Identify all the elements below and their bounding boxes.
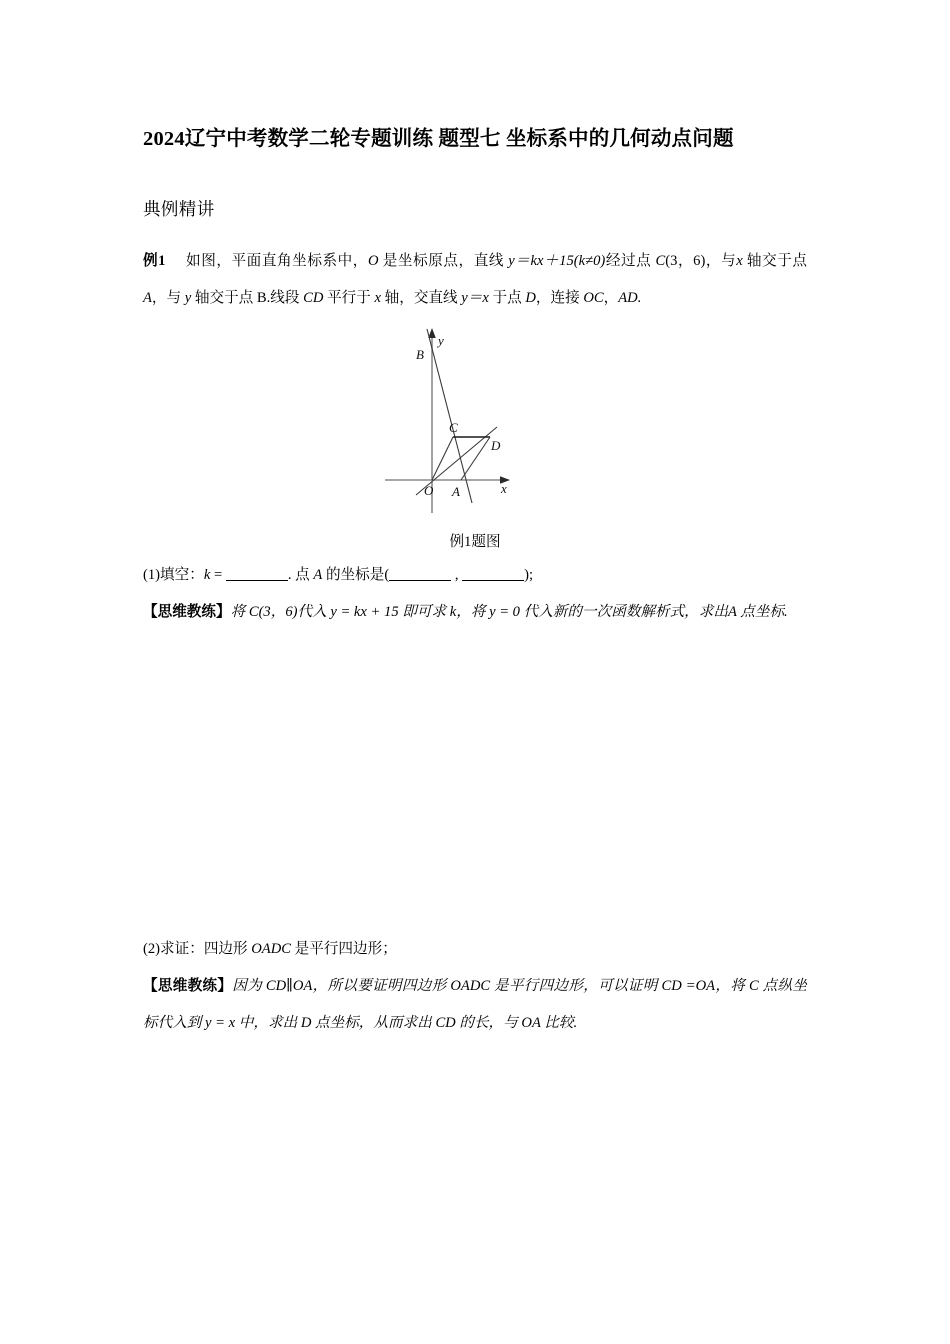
answer-blank-k[interactable] [226, 580, 288, 581]
coach-2-text-i: 的长，与 [455, 1014, 522, 1031]
coach-2-oa: OA [695, 977, 716, 994]
coach-2-text-a: 因为 [232, 977, 266, 994]
question-2-block [143, 931, 807, 1042]
coordinate-geometry-diagram [375, 323, 575, 523]
label-D: D [491, 437, 501, 453]
question-2-number: (2) [143, 940, 161, 957]
question-1-text-b: . 点 [287, 566, 314, 583]
statement-text-4: (3，6)，与 [665, 252, 737, 269]
statement-text-8: 平行于 [323, 289, 375, 306]
statement-text-7: 轴交于点 B.线段 [191, 289, 304, 306]
question-1-k: k [203, 566, 211, 583]
answer-blank-x[interactable] [389, 580, 451, 581]
coach-2-oa2: OA [521, 1014, 541, 1031]
statement-text-9: 轴，交直线 [381, 289, 462, 306]
statement-equation-2: y＝x [461, 289, 489, 306]
label-C: C [449, 419, 458, 435]
question-2-coach [143, 968, 807, 1042]
statement-symbol-CD: CD [303, 289, 324, 306]
coach-2-text-b: ，所以要证明四边形 [312, 977, 451, 994]
label-x-axis: x [501, 480, 507, 496]
statement-equation-1: y＝kx＋15(k≠0) [508, 252, 606, 269]
label-O: O [424, 482, 434, 498]
statement-text-10: 于点 [488, 289, 526, 306]
question-1-text-a: 填空： [160, 566, 204, 583]
question-2-text-b: 是平行四边形； [290, 940, 397, 957]
question-1-coach [143, 594, 807, 631]
question-2-text-a: 求证：四边形 [160, 940, 252, 957]
coach-2-cd-oa: CD∥OA [265, 977, 313, 994]
statement-text-11: ，连接 [535, 289, 584, 306]
coach-1-eq2: y = 0 [489, 603, 520, 620]
coach-1-text-f: 点坐标. [736, 603, 788, 620]
question-1-text-c: 的坐标是( [322, 566, 390, 583]
statement-symbol-x: x [736, 252, 743, 269]
coach-1-eq1: y = kx + 15 [330, 603, 399, 620]
coach-2-eq: y = x [205, 1014, 236, 1031]
worksheet-blank-space [143, 631, 807, 931]
example-statement [143, 221, 807, 317]
coach-1-text-b: (3，6)代入 [258, 603, 331, 620]
page-title: 2024辽宁中考数学二轮专题训练 题型七 坐标系中的几何动点问题 [143, 128, 734, 150]
label-y-axis: y [438, 332, 444, 348]
statement-text-3: 经过点 [605, 252, 656, 269]
coach-2-text-c: 是平行四边形，可以证明 [490, 977, 662, 994]
segment-OC [432, 437, 453, 480]
coach-2-text-d: = [681, 977, 696, 994]
coach-2-text-e: ，将 [715, 977, 749, 994]
coach-1-text-e: 代入新的一次函数解析式，求出 [519, 603, 728, 620]
statement-symbol-D: D [525, 289, 536, 306]
coach-2-text-g: 中，求出 [235, 1014, 301, 1031]
statement-symbol-x2: x [374, 289, 382, 306]
statement-symbol-y: y [184, 289, 192, 306]
coach-1-k: k [449, 603, 457, 620]
coach-2-C: C [748, 977, 759, 994]
coach-1-A: A [727, 603, 737, 620]
question-1 [143, 557, 807, 594]
coach-2-D: D [300, 1014, 312, 1031]
question-1-point-A: A [313, 566, 323, 583]
example-label: 例1 [143, 252, 166, 269]
label-A: A [452, 483, 460, 499]
statement-symbol-O: O [367, 252, 379, 269]
coach-tag-1: 【思维教练】 [143, 603, 231, 620]
figure-caption: 例1题图 [449, 533, 501, 550]
statement-symbol-AD: AD. [618, 289, 642, 306]
coach-1-text-a: 将 [230, 603, 249, 620]
question-2 [143, 931, 807, 968]
question-1-comma: , [451, 566, 463, 583]
coach-1-text-d: ，将 [456, 603, 490, 620]
question-1-text-d: ); [524, 566, 534, 583]
section-heading: 典例精讲 [143, 198, 215, 219]
label-B: B [416, 346, 424, 362]
question-2-quad: OADC [251, 940, 291, 957]
statement-text-2: 是坐标原点，直线 [378, 252, 509, 269]
statement-symbol-A: A [143, 289, 152, 306]
statement-symbol-OC: OC [583, 289, 604, 306]
segment-AD [461, 437, 490, 480]
statement-symbol-C: C [655, 252, 666, 269]
coach-1-text-c: 即可求 [398, 603, 450, 620]
coach-2-cd: CD [661, 977, 682, 994]
coach-2-text-h: 点坐标，从而求出 [311, 1014, 436, 1031]
coach-2-cd2: CD [435, 1014, 456, 1031]
coach-tag-2: 【思维教练】 [143, 977, 233, 994]
statement-text-1: 如图，平面直角坐标系中， [185, 252, 368, 269]
coach-2-text-f: 点纵坐标代入到 [143, 977, 807, 1031]
coach-2-oadc: OADC [450, 977, 491, 994]
question-1-number: (1) [143, 566, 161, 583]
example-figure [143, 317, 807, 523]
question-1-eq: = [210, 566, 226, 583]
coach-2-text-j: 比较. [540, 1014, 578, 1031]
statement-text-5: 轴交于点 [742, 252, 807, 269]
statement-text-6: ，与 [151, 289, 185, 306]
coach-1-C: C [248, 603, 259, 620]
statement-text-12: ， [603, 289, 619, 306]
answer-blank-y[interactable] [462, 580, 524, 581]
